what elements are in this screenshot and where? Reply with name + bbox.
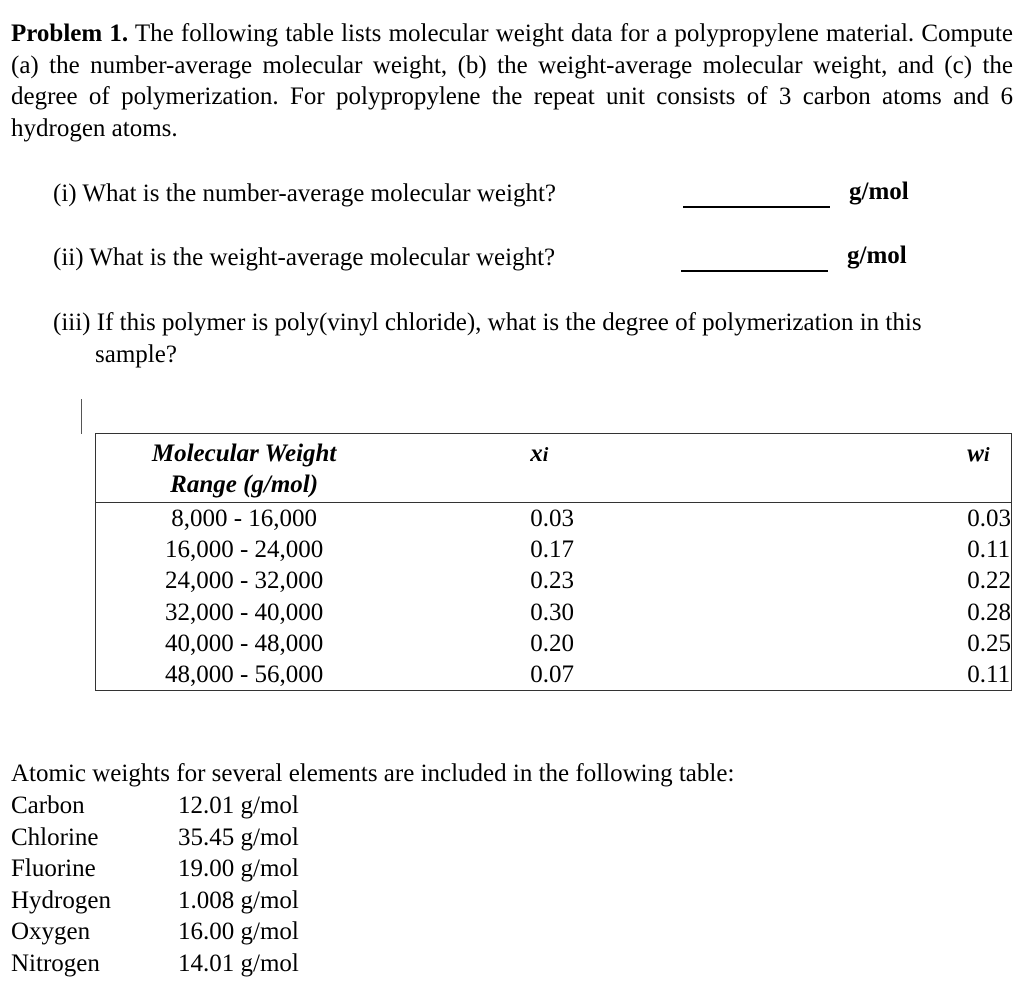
cell-w: 0.22 xyxy=(967,567,1011,595)
table-row xyxy=(96,628,1012,659)
element-weight: 14.01 g/mol xyxy=(178,949,299,977)
table-header-row xyxy=(96,434,1012,503)
cell-x: 0.07 xyxy=(530,661,574,689)
element-name: Hydrogen xyxy=(11,886,111,914)
problem-label: Problem 1. xyxy=(11,20,129,47)
question-3-line1: (iii) If this polymer is poly(vinyl chloride), what is the degree of polymerization in this xyxy=(53,309,922,336)
question-1: (i) What is the number-average molecular weight? xyxy=(53,180,556,207)
cell-x: 0.30 xyxy=(530,598,574,626)
text-cursor xyxy=(81,399,82,434)
cell-x: 0.17 xyxy=(530,536,574,564)
table-row xyxy=(96,503,1012,535)
cell-w: 0.25 xyxy=(967,629,1011,657)
cell-x: 0.03 xyxy=(530,505,574,532)
element-name: Oxygen xyxy=(11,918,91,945)
element-name: Fluorine xyxy=(11,855,96,882)
header-w: wi xyxy=(825,434,1011,503)
element-weight: 19.00 g/mol xyxy=(178,855,299,882)
cell-w: 0.11 xyxy=(967,536,1011,564)
table-row xyxy=(96,597,1012,628)
header-mw-line2: Range (g/mol) xyxy=(170,471,319,498)
cell-range: 48,000 - 56,000 xyxy=(164,661,324,689)
cell-range: 40,000 - 48,000 xyxy=(164,629,324,657)
problem-statement xyxy=(11,18,1013,144)
cell-w: 0.03 xyxy=(967,505,1011,532)
element-weight: 12.01 g/mol xyxy=(178,792,299,819)
element-weight: 16.00 g/mol xyxy=(178,918,299,945)
header-mw-line1: Molecular Weight xyxy=(151,440,337,467)
problem-text: The following table lists molecular weight data for a polypropylene material. Compute (a) the number-average molecular weight, (b) the weight-average molecular weight, and (c) the degree of polymerization. For polypropylene the repeat unit consists of 3 carbon atoms and 6 hydrogen atoms. xyxy=(11,20,1014,142)
question-2: (ii) What is the weight-average molecular weight? xyxy=(53,244,556,271)
table-row xyxy=(96,565,1012,596)
header-x: xi xyxy=(392,434,825,503)
header-mw-range xyxy=(96,434,393,503)
cell-w: 0.28 xyxy=(967,598,1011,626)
unit-2: g/mol xyxy=(847,242,907,269)
unit-1: g/mol xyxy=(849,178,909,205)
question-3-line2: sample? xyxy=(95,341,177,368)
table-row xyxy=(96,534,1012,565)
table-row xyxy=(96,659,1012,691)
cell-x: 0.20 xyxy=(530,629,574,657)
atomic-weights-intro: Atomic weights for several elements are included in the following table: xyxy=(11,760,735,787)
cell-range: 24,000 - 32,000 xyxy=(164,567,324,595)
answer-blank-1[interactable] xyxy=(683,206,830,208)
answer-blank-2[interactable] xyxy=(681,270,828,272)
cell-range: 32,000 - 40,000 xyxy=(164,598,324,626)
element-name: Nitrogen xyxy=(11,949,100,977)
element-weight: 1.008 g/mol xyxy=(178,886,299,914)
cell-w: 0.11 xyxy=(967,661,1011,689)
element-name: Carbon xyxy=(11,792,85,819)
cell-range: 16,000 - 24,000 xyxy=(164,536,324,564)
cell-range: 8,000 - 16,000 xyxy=(171,505,318,532)
molecular-weight-table xyxy=(95,433,1012,691)
cell-x: 0.23 xyxy=(530,567,574,595)
element-name: Chlorine xyxy=(11,823,99,851)
element-weight: 35.45 g/mol xyxy=(178,823,299,851)
